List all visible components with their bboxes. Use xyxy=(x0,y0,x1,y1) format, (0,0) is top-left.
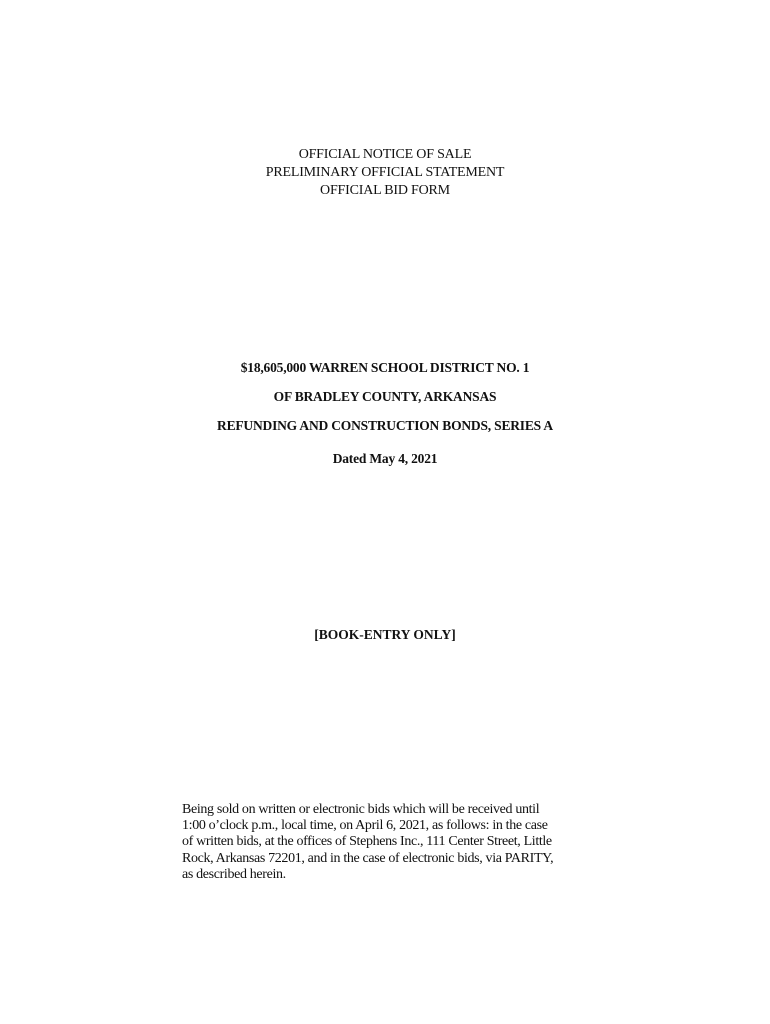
header-line-bid-form: OFFICIAL BID FORM xyxy=(320,183,450,198)
cover-header xyxy=(0,146,770,200)
header-line-preliminary-statement: PRELIMINARY OFFICIAL STATEMENT xyxy=(265,165,505,180)
sale-paragraph-line: of written bids, at the offices of Stephens Inc., 111 Center Street, Little xyxy=(182,834,552,850)
sale-paragraph-line: as described herein. xyxy=(182,866,286,882)
sale-paragraph-line: 1:00 o’clock p.m., local time, on April 6, 2021, as follows: in the case xyxy=(182,818,548,834)
bond-dated: Dated May 4, 2021 xyxy=(332,451,438,466)
sale-description-paragraph xyxy=(182,802,602,883)
bond-title-series: REFUNDING AND CONSTRUCTION BONDS, SERIES A xyxy=(217,418,553,433)
bond-title-amount-district: $18,605,000 WARREN SCHOOL DISTRICT NO. 1 xyxy=(240,360,530,375)
bond-title-county: OF BRADLEY COUNTY, ARKANSAS xyxy=(273,389,497,404)
header-line-notice-of-sale: OFFICIAL NOTICE OF SALE xyxy=(298,147,472,162)
sale-paragraph-line: Being sold on written or electronic bids which will be received until xyxy=(182,802,540,817)
book-entry-notice: [BOOK-ENTRY ONLY] xyxy=(314,627,456,642)
sale-paragraph-line: Rock, Arkansas 72201, and in the case of electronic bids, via PARITY, xyxy=(182,850,554,866)
